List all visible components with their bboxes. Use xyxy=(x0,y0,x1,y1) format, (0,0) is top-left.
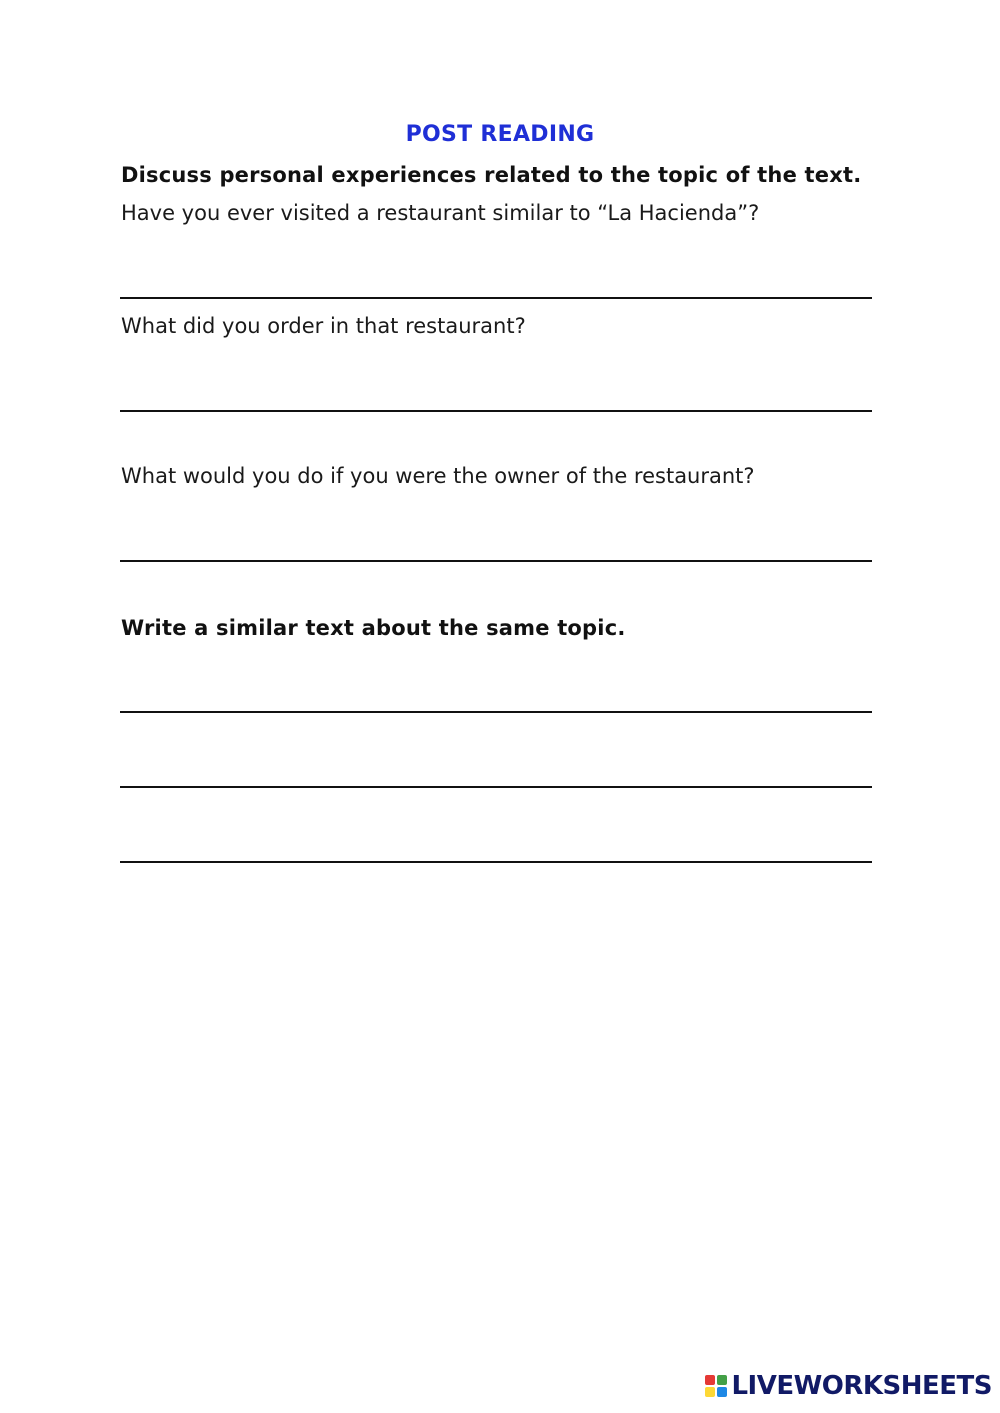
question-3: What would you do if you were the owner of the restaurant? xyxy=(121,464,755,488)
liveworksheets-logo-icon xyxy=(705,1375,727,1397)
liveworksheets-logo xyxy=(705,1371,992,1401)
writing-line-1[interactable] xyxy=(120,711,872,713)
question-2: What did you order in that restaurant? xyxy=(121,314,526,338)
logo-square-yellow xyxy=(705,1387,715,1397)
question-1: Have you ever visited a restaurant similar to “La Hacienda”? xyxy=(121,201,760,225)
answer-line-1[interactable] xyxy=(120,297,872,299)
logo-square-green xyxy=(717,1375,727,1385)
liveworksheets-logo-text: LIVEWORKSHEETS xyxy=(731,1371,992,1401)
logo-square-blue xyxy=(717,1387,727,1397)
section2-instruction: Write a similar text about the same topic. xyxy=(121,616,626,640)
writing-line-3[interactable] xyxy=(120,861,872,863)
logo-square-red xyxy=(705,1375,715,1385)
section1-instruction: Discuss personal experiences related to the topic of the text. xyxy=(121,163,862,187)
answer-line-3[interactable] xyxy=(120,560,872,562)
writing-line-2[interactable] xyxy=(120,786,872,788)
answer-line-2[interactable] xyxy=(120,410,872,412)
page-title: POST READING xyxy=(405,122,595,147)
